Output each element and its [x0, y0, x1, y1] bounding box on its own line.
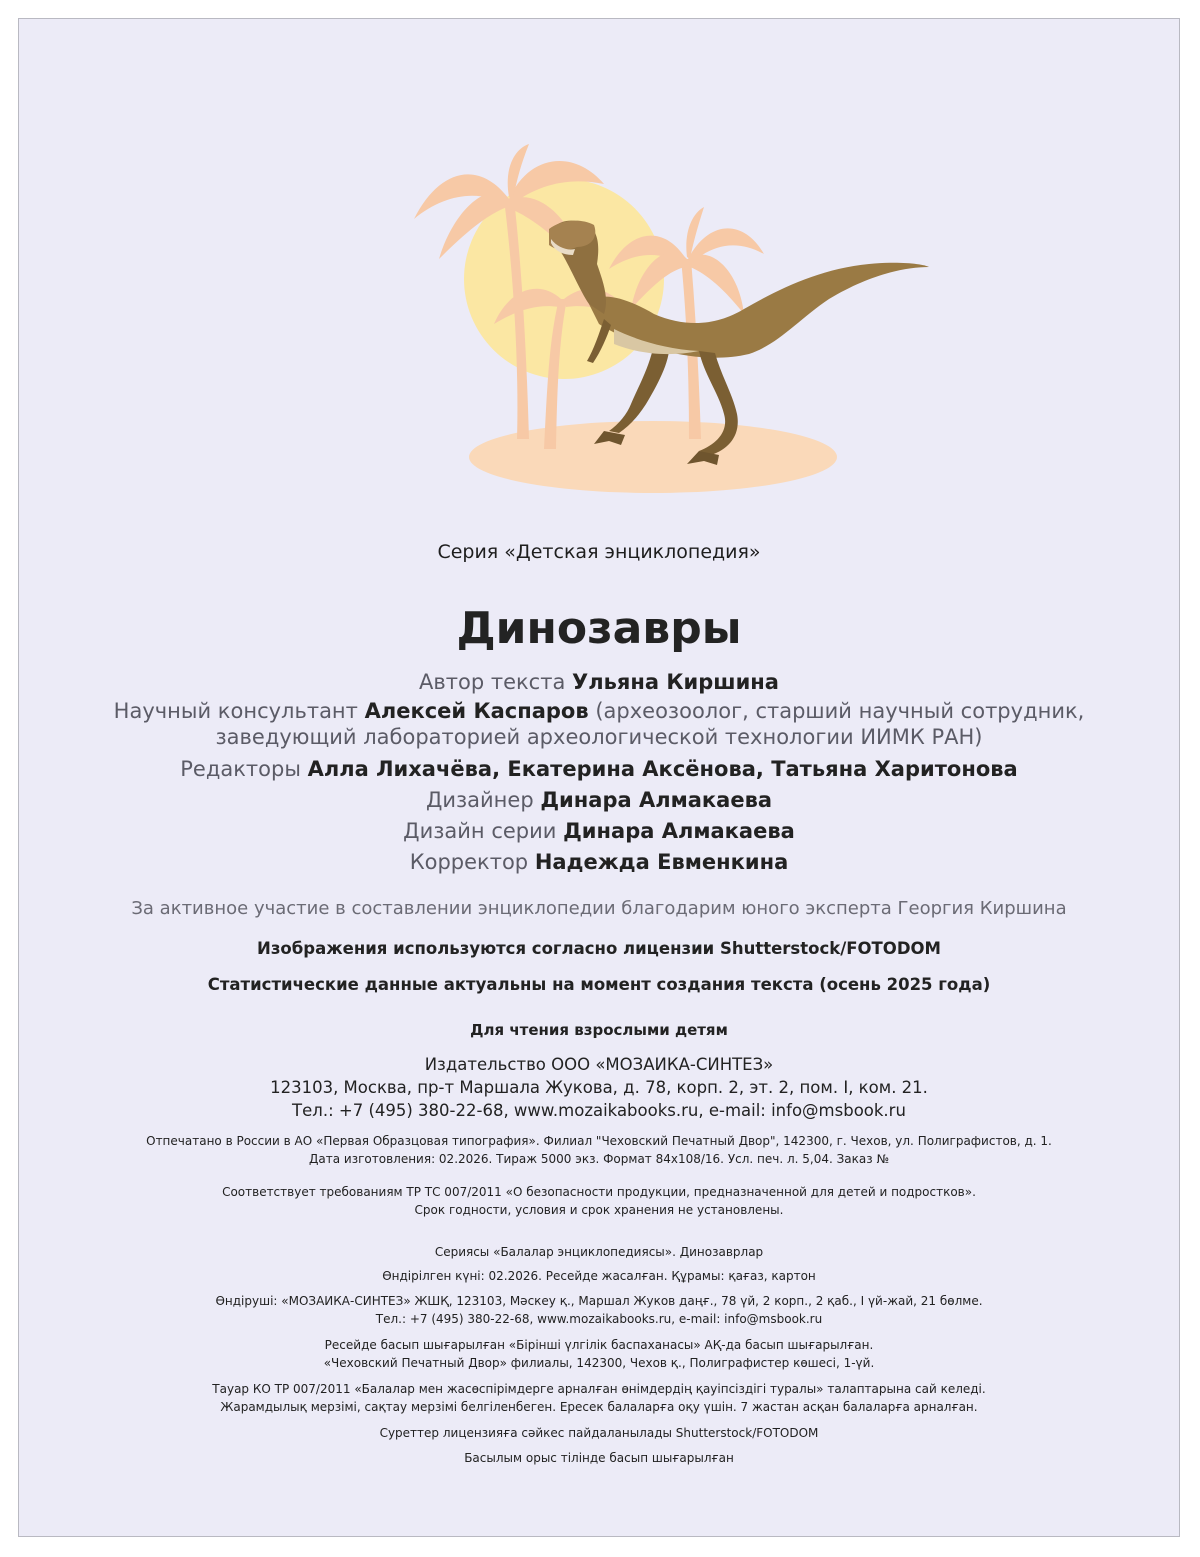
author-name: Ульяна Киршина	[572, 670, 779, 694]
publisher-address: 123103, Москва, пр-т Маршала Жукова, д. 78, корп. 2, эт. 2, пом. I, ком. 21.	[270, 1078, 928, 1097]
credit-consultant	[19, 698, 1179, 724]
designer-role: Дизайнер	[425, 788, 534, 812]
compliance-line-1: Соответствует требованиям ТР ТС 007/2011 «О безопасности продукции, предназначенной для детей и подростков».	[222, 1185, 976, 1199]
editors-names: Алла Лихачёва, Екатерина Аксёнова, Татьяна Харитонова	[307, 757, 1018, 781]
age-note: Для чтения взрослыми детям	[470, 1021, 728, 1039]
author-role: Автор текста	[419, 670, 566, 694]
stats-note: Статистические данные актуальны на момент создания текста (осень 2025 года)	[207, 975, 991, 994]
publisher-name: Издательство ООО «МОЗАИКА-СИНТЕЗ»	[424, 1055, 774, 1074]
kz-printed	[19, 1336, 1179, 1372]
credit-series-design	[19, 816, 1179, 847]
consultant-note-2: заведующий лабораторией археологической технологии ИИМК РАН)	[215, 725, 983, 749]
designer-name: Динара Алмакаева	[540, 788, 773, 812]
credits-block	[19, 667, 1179, 878]
kz-language-note: Басылым орыс тілінде басып шығарылған	[464, 1451, 734, 1465]
thanks-note: За активное участие в составлении энциклопедии благодарим юного эксперта Георгия Киршина	[131, 898, 1067, 919]
title-page	[18, 18, 1180, 1537]
series-name: Серия «Детская энциклопедия»	[437, 541, 761, 563]
kz-printed-line-2: «Чеховский Печатный Двор» филиалы, 142300, Чехов қ., Полиграфистер көшесі, 1-үй.	[323, 1356, 875, 1370]
printing-info	[19, 1132, 1179, 1168]
credit-editors	[19, 754, 1179, 785]
credit-corrector	[19, 847, 1179, 878]
kz-producer-line-2: Тел.: +7 (495) 380-22-68, www.mozaikabooks.ru, e-mail: info@msbook.ru	[375, 1312, 823, 1326]
consultant-role: Научный консультант	[113, 699, 358, 723]
credit-author	[19, 667, 1179, 698]
kz-goods-line-1: Тауар КО ТР 007/2011 «Балалар мен жасөспірімдерге арналған өнімдердің қауіпсіздігі туралы» талаптарына сай келеді.	[212, 1382, 986, 1396]
corrector-role: Корректор	[409, 850, 529, 874]
images-license-note: Изображения используются согласно лицензии Shutterstock/FOTODOM	[257, 939, 941, 958]
publisher-contacts: Тел.: +7 (495) 380-22-68, www.mozaikabooks.ru, e-mail: info@msbook.ru	[292, 1101, 906, 1120]
kz-producer-line-1: Өндіруші: «МОЗАИКА-СИНТЕЗ» ЖШҚ, 123103, Мәскеу қ., Маршал Жуков даңғ., 78 үй, 2 корп., 2 қаб., I үй-жай, 21 бөлме.	[215, 1294, 983, 1308]
kz-manufactured: Өндірілген күні: 02.2026. Ресейде жасалған. Құрамы: қағаз, картон	[382, 1269, 816, 1283]
credit-designer	[19, 785, 1179, 816]
kz-images-license: Суреттер лицензияға сәйкес пайдаланылады Shutterstock/FOTODOM	[379, 1426, 819, 1440]
kz-printed-line-1: Ресейде басып шығарылған «Бірінші үлгілік баспаханасы» АҚ-да басып шығарылған.	[324, 1338, 874, 1352]
editors-role: Редакторы	[180, 757, 301, 781]
dinosaur-illustration	[399, 139, 939, 499]
publisher-block	[19, 1053, 1179, 1122]
compliance-line-2: Срок годности, условия и срок хранения не установлены.	[414, 1203, 784, 1217]
series-design-name: Динара Алмакаева	[563, 819, 795, 843]
consultant-name: Алексей Каспаров	[364, 699, 589, 723]
book-title: Динозавры	[456, 603, 742, 654]
consultant-note-1: (археозоолог, старший научный сотрудник,	[595, 699, 1085, 723]
kz-goods-line-2: Жарамдылық мерзімі, сақтау мерзімі белгіленбеген. Ересек балаларға оқу үшін. 7 жастан асқан балаларға арналған.	[220, 1400, 978, 1414]
compliance-info	[19, 1183, 1179, 1219]
corrector-name: Надежда Евменкина	[534, 850, 789, 874]
printing-line-2: Дата изготовления: 02.2026. Тираж 5000 экз. Формат 84х108/16. Усл. печ. л. 5,04. Заказ №	[309, 1152, 889, 1166]
kz-goods	[19, 1380, 1179, 1416]
series-design-role: Дизайн серии	[403, 819, 557, 843]
kz-producer	[19, 1292, 1179, 1328]
kz-series: Сериясы «Балалар энциклопедиясы». Динозаврлар	[434, 1245, 764, 1259]
printing-line-1: Отпечатано в России в АО «Первая Образцовая типография». Филиал "Чеховский Печатный Двор", 142300, г. Чехов, ул. Полиграфистов, д. 1.	[146, 1134, 1052, 1148]
